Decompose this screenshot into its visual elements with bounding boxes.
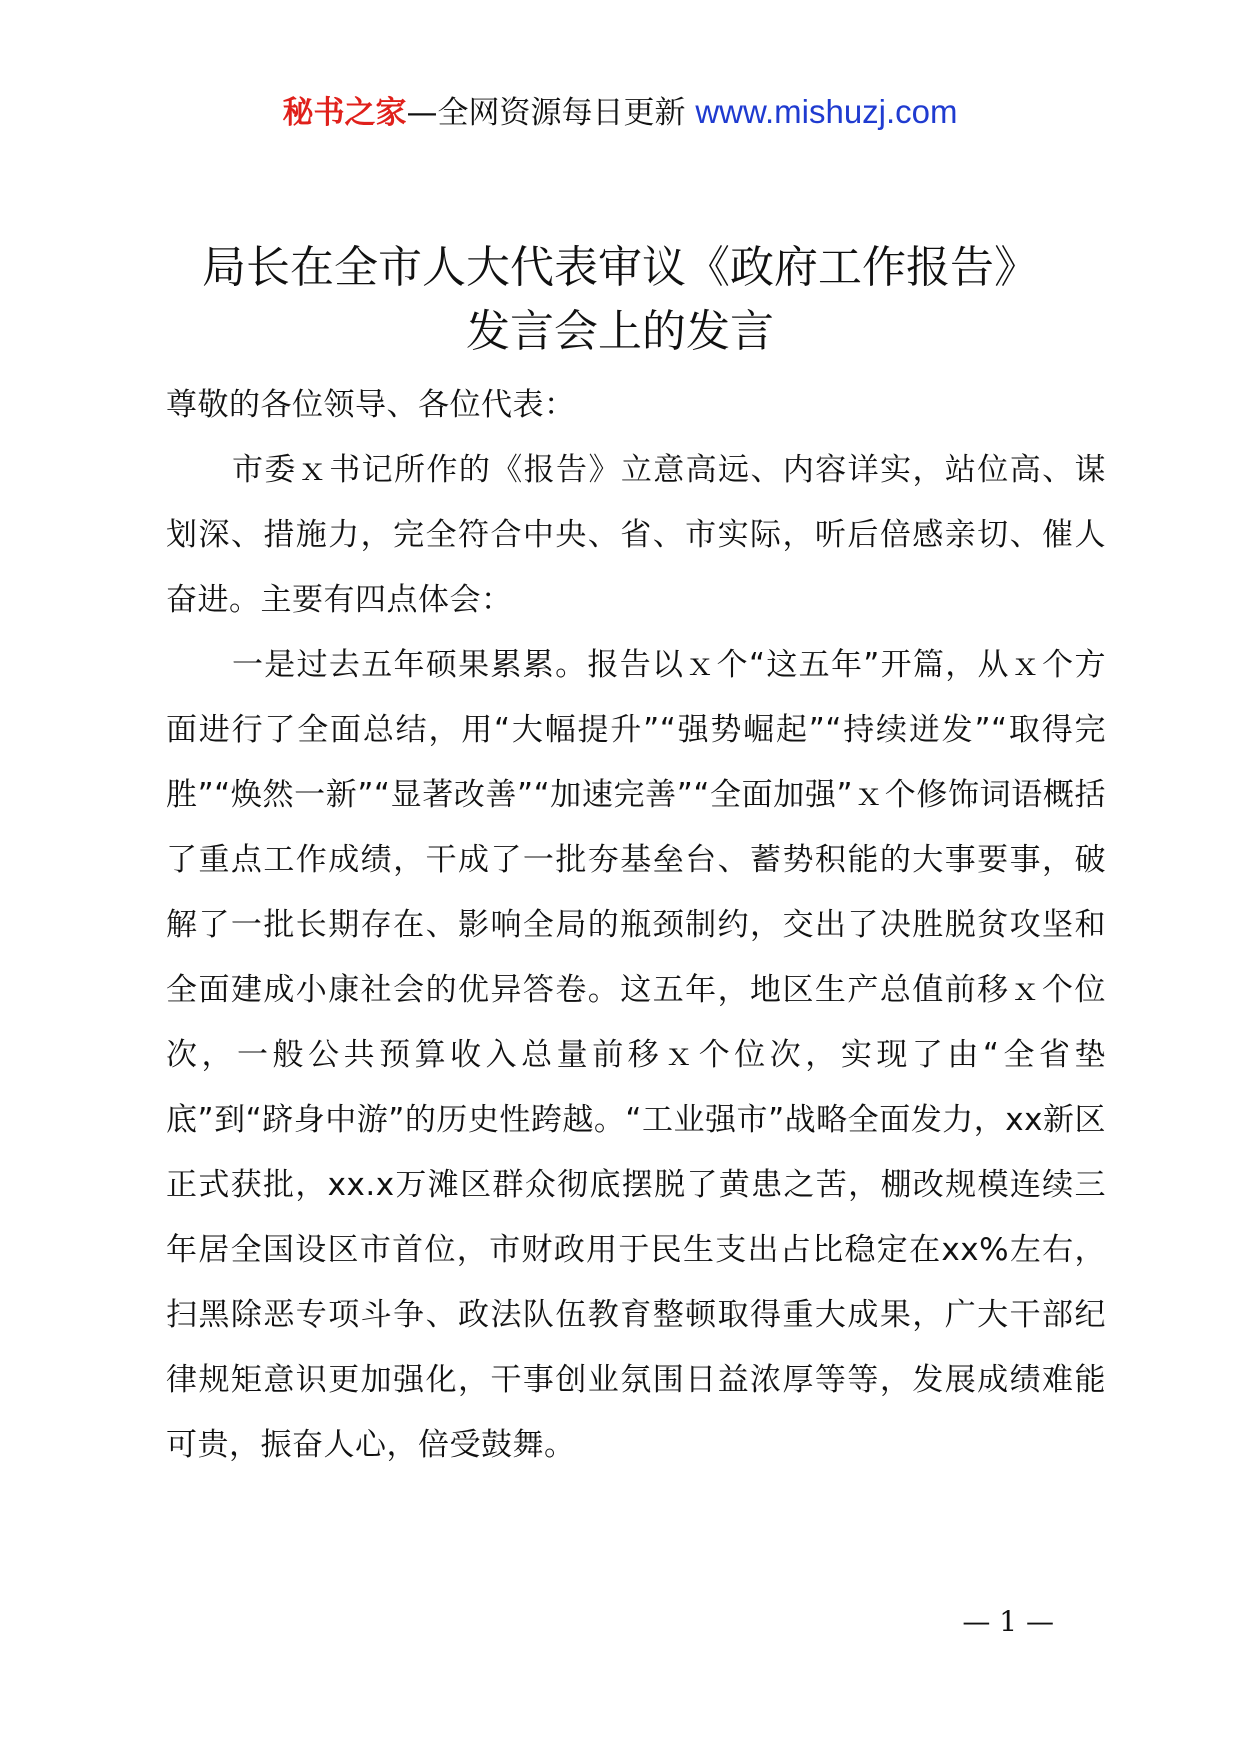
- document-body: [166, 373, 1106, 1478]
- site-tagline: —全网资源每日更新: [406, 95, 686, 131]
- paragraph-1: 市委ｘ书记所作的《报告》立意高远、内容详实，站位高、谋划深、措施力，完全符合中央、省、市实际，听后倍感亲切、催人奋进。主要有四点体会：: [166, 452, 1106, 618]
- page-number: — 1 —: [962, 1605, 1054, 1638]
- site-brand: 秘书之家: [282, 95, 407, 131]
- salutation: 尊敬的各位领导、各位代表：: [166, 387, 576, 423]
- site-header: [0, 92, 1240, 133]
- site-url[interactable]: www.mishuzj.com: [695, 93, 958, 130]
- title-line-1: 局长在全市人大代表审议《政府工作报告》: [202, 242, 1038, 293]
- document-title: [0, 236, 1240, 364]
- title-line-2: 发言会上的发言: [466, 306, 774, 357]
- paragraph-2: 一是过去五年硕果累累。报告以ｘ个“这五年”开篇，从ｘ个方面进行了全面总结，用“大幅提升”“强势崛起”“持续迸发”“取得完胜”“焕然一新”“显著改善”“加速完善”“全面加强”ｘ个修饰词语概括了重点工作成绩，干成了一批夯基垒台、蓄势积能的大事要事，破解了一批长期存在、影响全局的瓶颈制约，交出了决胜脱贫攻坚和全面建成小康社会的优异答卷。这五年，地区生产总值前移ｘ个位次，一般公共预算收入总量前移ｘ个位次，实现了由“全省垫底”到“跻身中游”的历史性跨越。“工业强市”战略全面发力，xx新区正式获批，xx.x万滩区群众彻底摆脱了黄患之苦，棚改规模连续三年居全国设区市首位，市财政用于民生支出占比稳定在xx%左右，扫黑除恶专项斗争、政法队伍教育整顿取得重大成果，广大干部纪律规矩意识更加强化，干事创业氛围日益浓厚等等，发展成绩难能可贵，振奋人心，倍受鼓舞。: [166, 647, 1106, 1463]
